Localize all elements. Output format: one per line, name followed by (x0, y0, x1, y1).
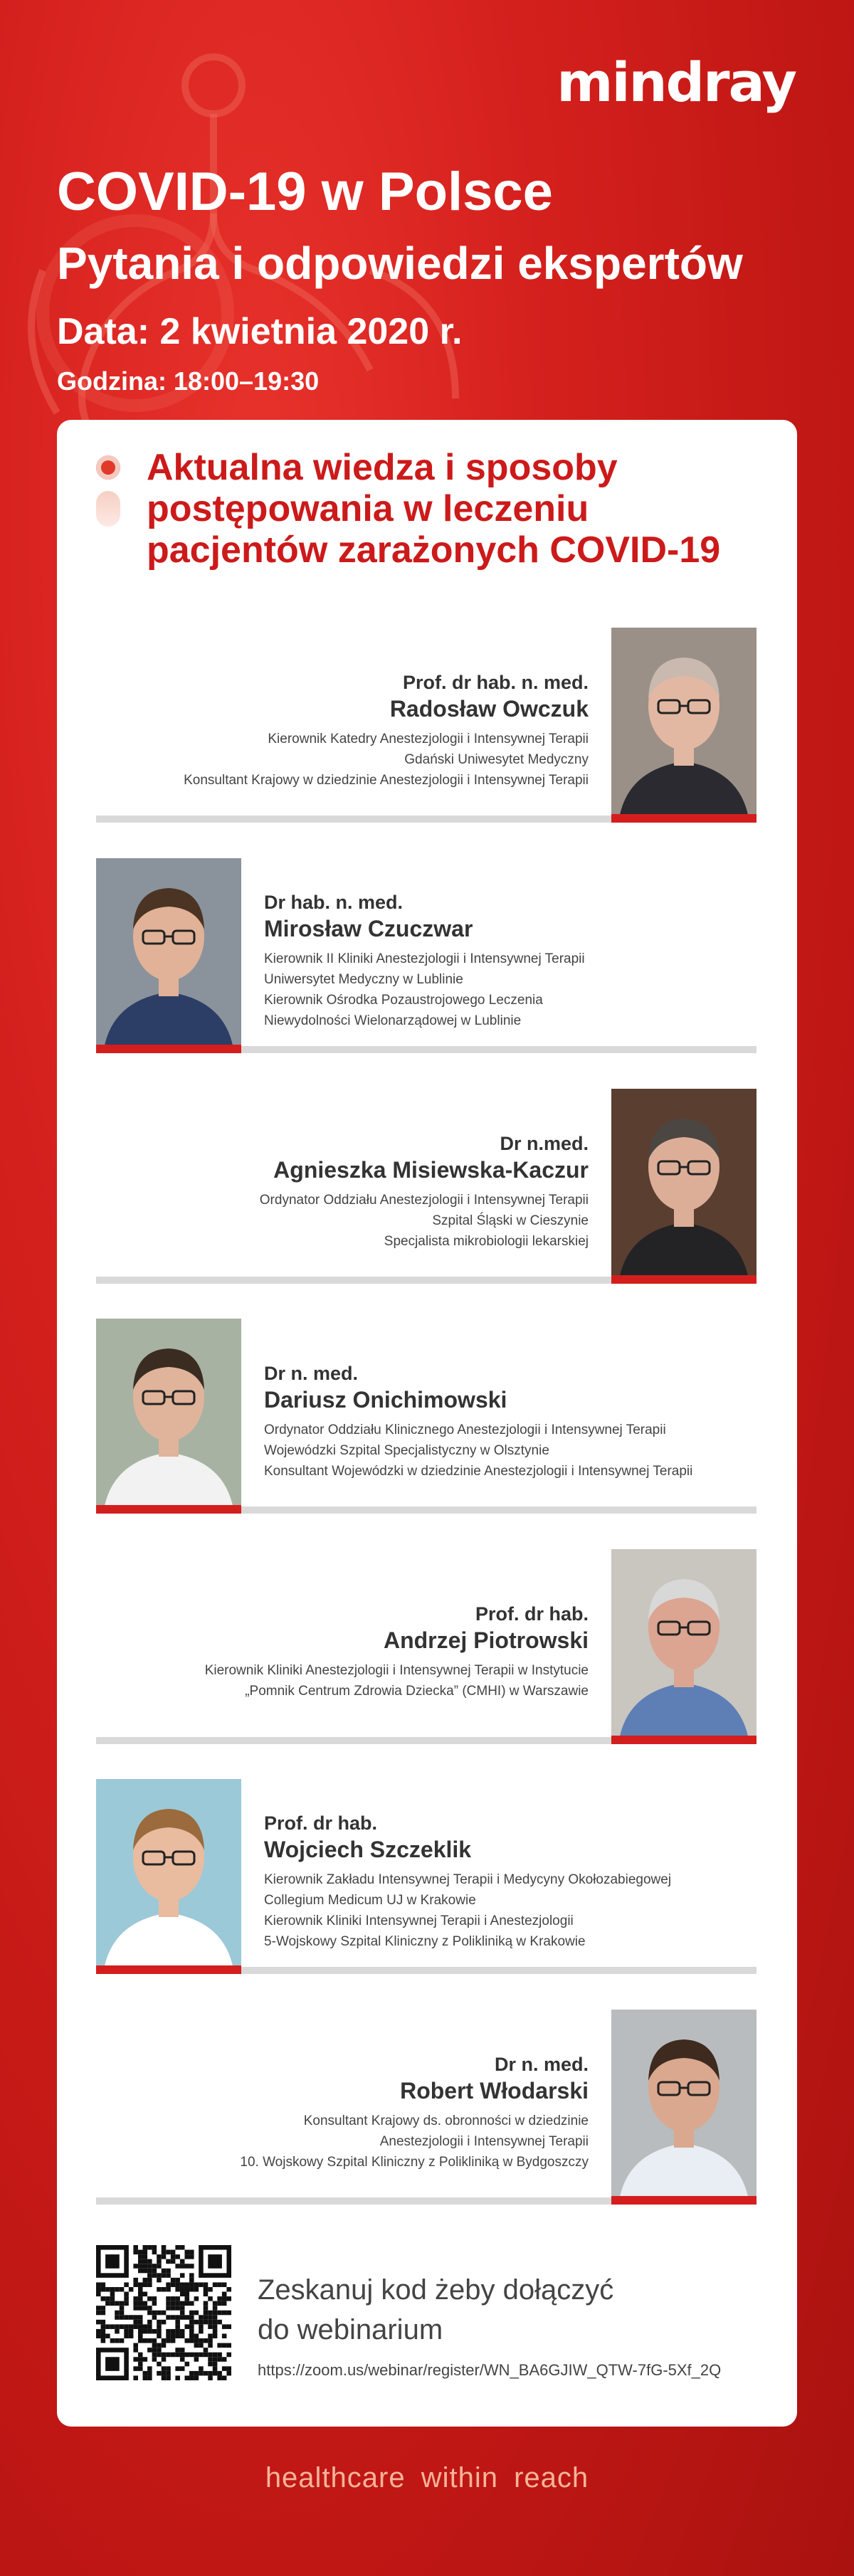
speaker-affiliation: Wojewódzki Szpital Specjalistyczny w Olsztynie (264, 1443, 549, 1458)
speaker-affiliation: „Pomnik Centrum Zdrowia Dziecka” (CMHI) w Warszawie (245, 1684, 589, 1699)
divider-bar (241, 1046, 757, 1053)
speaker-photo (96, 858, 241, 1053)
speaker-affiliation: Gdański Uniwesytet Medyczny (404, 752, 589, 767)
speaker-card (96, 1089, 757, 1284)
speaker-info (264, 890, 585, 1031)
bullet-pill-icon (96, 491, 120, 527)
portrait-icon (611, 628, 757, 823)
qr-caption (258, 2270, 756, 2350)
speaker-name: Agnieszka Misiewska-Kaczur (273, 1157, 589, 1183)
divider-bar (241, 1967, 757, 1974)
speaker-degree: Dr n. med. (264, 1363, 359, 1384)
speaker-card (96, 628, 757, 823)
speaker-info (240, 2052, 589, 2173)
speaker-affiliation: Kierownik Kliniki Anestezjologii i Intensywnej Terapii w Instytucie (204, 1663, 589, 1678)
speaker-card (96, 1549, 757, 1744)
speaker-info (184, 670, 589, 791)
speaker-affiliation: Kierownik Zakładu Intensywnej Terapii i Medycyny Okołozabiegowej (264, 1872, 672, 1887)
divider-bar (96, 815, 611, 823)
speaker-degree: Prof. dr hab. (264, 1812, 378, 1834)
speaker-name: Robert Włodarski (400, 2078, 589, 2103)
section-title-line: Aktualna wiedza i sposoby (147, 447, 618, 488)
speaker-name: Andrzej Piotrowski (383, 1627, 589, 1653)
speaker-photo (96, 1319, 241, 1514)
speaker-degree: Dr n. med. (494, 2054, 589, 2075)
event-date: Data: 2 kwietnia 2020 r. (57, 311, 463, 352)
speaker-affiliation: Konsultant Krajowy w dziedzinie Anestezjologii i Intensywnej Terapii (184, 773, 589, 788)
speaker-info (205, 1602, 589, 1701)
qr-code[interactable] (96, 2245, 231, 2380)
speaker-affiliation: Kierownik Kliniki Intensywnej Terapii i Anestezjologii (264, 1913, 574, 1928)
section-title-line: pacjentów zarażonych COVID-19 (147, 529, 721, 571)
tagline: healthcare within reach (265, 2462, 589, 2493)
speaker-affiliation: Konsultant Wojewódzki w dziedzinie Anestezjologii i Intensywnej Terapii (264, 1464, 693, 1479)
divider-bar (96, 1737, 611, 1744)
speaker-photo (611, 1089, 757, 1284)
speaker-photo (611, 2010, 757, 2205)
webinar-link[interactable]: https://zoom.us/webinar/register/WN_BA6GJIW_QTW-7fG-5Xf_2Q (258, 2361, 722, 2379)
speaker-degree: Dr n.med. (500, 1133, 589, 1154)
speaker-degree: Dr hab. n. med. (264, 892, 404, 913)
speaker-affiliation: Anestezjologii i Intensywnej Terapii (379, 2134, 589, 2149)
bullet-dot-icon (96, 455, 120, 480)
qr-caption-line: do webinarium (258, 2314, 443, 2345)
speaker-affiliation: Uniwersytet Medyczny w Lublinie (264, 972, 463, 987)
portrait-icon (96, 1779, 241, 1974)
speaker-affiliation: 5-Wojskowy Szpital Kliniczny z Polikliniką w Krakowie (264, 1934, 586, 1949)
speaker-card (96, 1319, 757, 1514)
speaker-name: Radosław Owczuk (389, 696, 589, 722)
speaker-affiliation: 10. Wojskowy Szpital Kliniczny z Polikliniką w Bydgoszczy (240, 2155, 589, 2170)
portrait-icon (611, 1089, 757, 1284)
event-time: Godzina: 18:00–19:30 (57, 366, 320, 396)
speaker-affiliation: Collegium Medicum UJ w Krakowie (264, 1893, 476, 1908)
speaker-affiliation: Specjalista mikrobiologii lekarskiej (384, 1234, 589, 1249)
speaker-degree: Prof. dr hab. n. med. (402, 672, 589, 693)
speaker-name: Dariusz Onichimowski (264, 1387, 507, 1413)
section-title-line: postępowania w leczeniu (147, 488, 589, 529)
section-title (147, 447, 773, 571)
speaker-name: Wojciech Szczeklik (264, 1837, 472, 1862)
event-subtitle: Pytania i odpowiedzi ekspertów (57, 238, 743, 289)
speaker-affiliation: Ordynator Oddziału Anestezjologii i Intensywnej Terapii (259, 1193, 589, 1208)
portrait-icon (611, 2010, 757, 2205)
speaker-photo (611, 628, 757, 823)
speaker-affiliation: Konsultant Krajowy ds. obronności w dziedzinie (303, 2113, 589, 2128)
portrait-icon (611, 1549, 757, 1744)
speaker-name: Mirosław Czuczwar (264, 916, 473, 941)
qr-caption-line: Zeskanuj kod żeby dołączyć (258, 2274, 614, 2306)
speaker-photo (611, 1549, 757, 1744)
speaker-card (96, 1779, 757, 1974)
speaker-affiliation: Niewydolności Wielonarządowej w Lublinie (264, 1013, 522, 1028)
speaker-info (264, 1811, 671, 1952)
portrait-icon (96, 1319, 241, 1514)
event-title: COVID-19 w Polsce (57, 162, 553, 222)
divider-bar (96, 1277, 611, 1284)
speaker-affiliation: Szpital Śląski w Cieszynie (432, 1213, 589, 1228)
speaker-info (260, 1131, 589, 1252)
speaker-affiliation: Kierownik Katedry Anestezjologii i Intensywnej Terapii (268, 732, 589, 746)
speaker-card (96, 2010, 757, 2205)
speaker-affiliation: Kierownik II Kliniki Anestezjologii i Intensywnej Terapii (264, 951, 585, 966)
speaker-degree: Prof. dr hab. (475, 1603, 589, 1625)
speaker-photo (96, 1779, 241, 1974)
speaker-affiliation: Kierownik Ośrodka Pozaustrojowego Leczenia (264, 993, 543, 1008)
divider-bar (96, 2197, 611, 2205)
speaker-info (264, 1361, 692, 1482)
mindray-logo: mindray (557, 51, 796, 114)
speaker-card (96, 858, 757, 1053)
portrait-icon (96, 858, 241, 1053)
speaker-affiliation: Ordynator Oddziału Klinicznego Anestezjologii i Intensywnej Terapii (264, 1422, 666, 1437)
divider-bar (241, 1506, 757, 1514)
